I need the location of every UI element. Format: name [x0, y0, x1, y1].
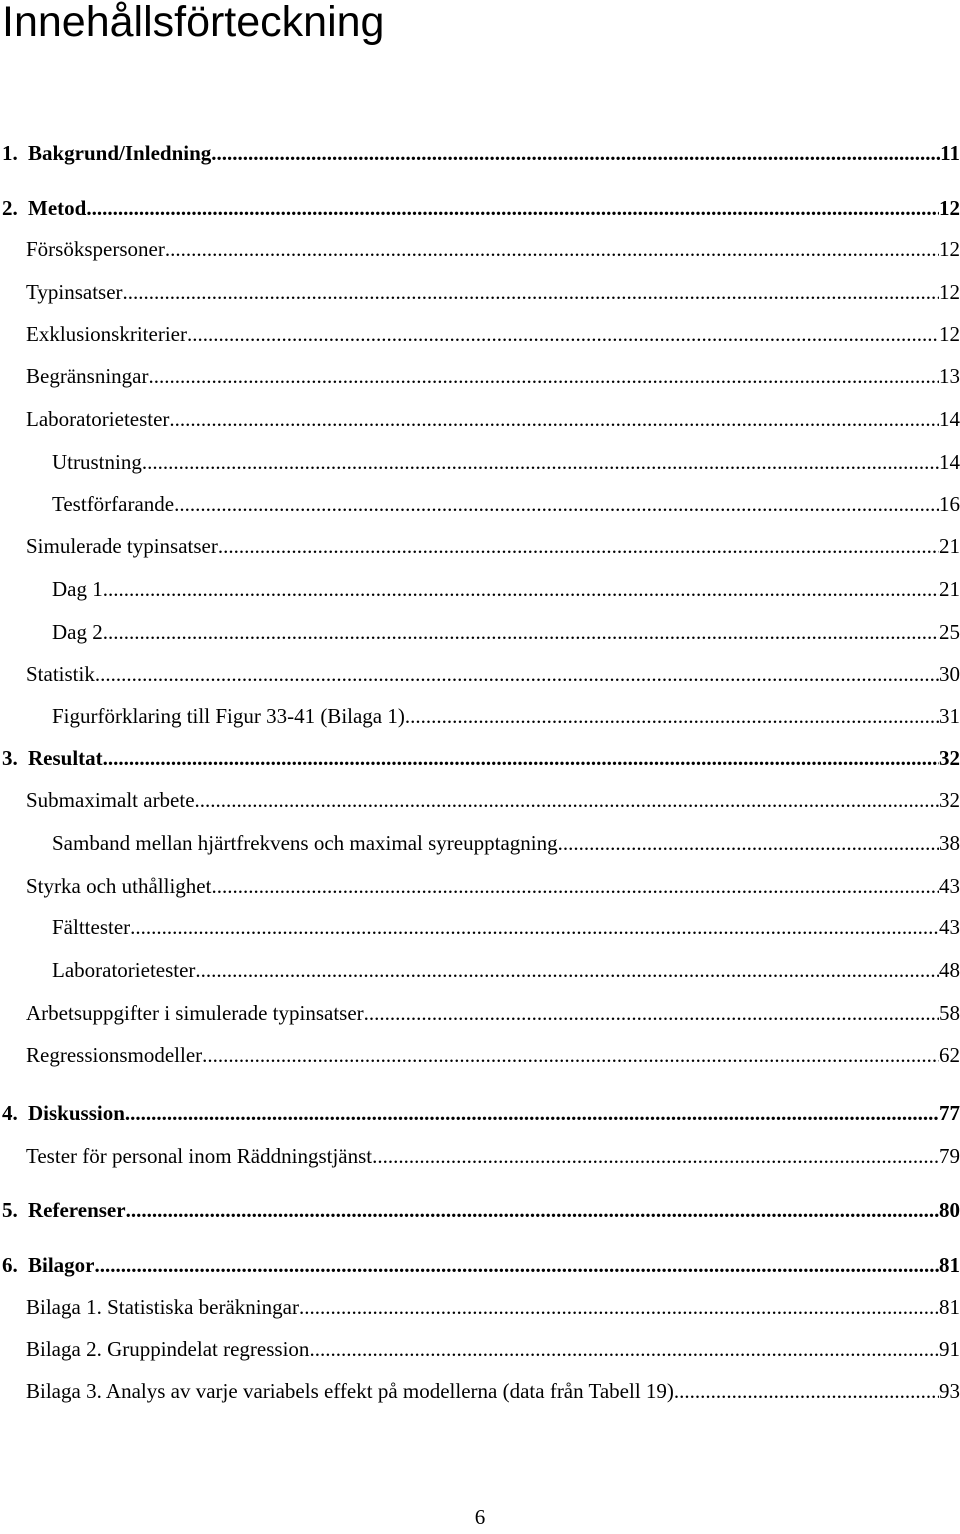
- toc-entry-number: 1.: [2, 141, 18, 165]
- toc-entry[interactable]: [0, 699, 960, 733]
- dot-leader: [123, 275, 939, 309]
- dot-leader: [103, 615, 939, 649]
- toc-entry-label: Regressionsmodeller: [26, 1043, 203, 1067]
- toc-entry-page: 79: [939, 1144, 960, 1168]
- toc-entry-label: Laboratorietester: [26, 407, 170, 431]
- dot-leader: [130, 910, 939, 944]
- toc-entry-label: Utrustning: [52, 450, 142, 474]
- toc-entry-number: 6.: [2, 1253, 18, 1277]
- page-number: 6: [474, 1505, 486, 1529]
- toc-entry-label: Bakgrund/Inledning: [28, 141, 212, 165]
- toc-entry-page: 12: [939, 237, 960, 261]
- dot-leader: [218, 529, 939, 563]
- toc-entry-page: 16: [939, 492, 960, 516]
- toc-entry[interactable]: [0, 1096, 960, 1130]
- dot-leader: [103, 741, 939, 775]
- toc-entry-number: 4.: [2, 1101, 18, 1125]
- toc-entry[interactable]: [0, 1038, 960, 1072]
- toc-entry-page: 93: [939, 1379, 960, 1403]
- toc-entry-page: 81: [939, 1253, 960, 1277]
- dot-leader: [299, 1290, 939, 1324]
- toc-entry-label: Arbetsuppgifter i simulerade typinsatser: [26, 1001, 364, 1025]
- dot-leader: [103, 572, 939, 606]
- toc-entry-page: 12: [939, 280, 960, 304]
- toc-entry[interactable]: [0, 996, 960, 1030]
- toc-entry-label: Referenser: [28, 1198, 126, 1222]
- toc-entry-label: Laboratorietester: [52, 958, 196, 982]
- toc-entry-label: Metod: [28, 196, 87, 220]
- toc-entry-page: 13: [939, 364, 960, 388]
- toc-entry[interactable]: [0, 615, 960, 649]
- toc-entry[interactable]: [0, 1139, 960, 1173]
- toc-entry[interactable]: [0, 1248, 960, 1282]
- dot-leader: [86, 191, 939, 225]
- toc-entry-label: Exklusionskriterier: [26, 322, 187, 346]
- toc-entry-page: 81: [939, 1295, 960, 1319]
- page-title: Innehållsförteckning: [2, 0, 385, 46]
- toc-entry-label: Statistik: [26, 662, 95, 686]
- toc-entry-page: 32: [939, 746, 960, 770]
- dot-leader: [95, 1248, 940, 1282]
- toc-entry[interactable]: [0, 359, 960, 393]
- toc-entry[interactable]: [0, 1332, 960, 1366]
- dot-leader: [148, 359, 939, 393]
- toc-entry-page: 25: [939, 620, 960, 644]
- toc-entry[interactable]: [0, 1290, 960, 1324]
- toc-entry-label: Diskussion: [28, 1101, 125, 1125]
- toc-entry-label: Submaximalt arbete: [26, 788, 195, 812]
- toc-entry-label: Fälttester: [52, 915, 131, 939]
- toc-entry-page: 31: [939, 704, 960, 728]
- toc-entry[interactable]: [0, 529, 960, 563]
- toc-entry-label: Simulerade typinsatser: [26, 534, 218, 558]
- toc-entry-page: 12: [939, 196, 960, 220]
- toc-entry-label: Styrka och uthållighet: [26, 874, 212, 898]
- toc-entry-label: Bilagor: [28, 1253, 95, 1277]
- toc-entry[interactable]: [0, 232, 960, 266]
- toc-entry-page: 43: [939, 915, 960, 939]
- toc-entry[interactable]: [0, 657, 960, 691]
- toc-entry-page: 21: [939, 577, 960, 601]
- toc-entry-number: 5.: [2, 1198, 18, 1222]
- toc-entry-page: 38: [939, 831, 960, 855]
- dot-leader: [126, 1193, 939, 1227]
- toc-entry-page: 14: [939, 407, 960, 431]
- toc-entry-label: Figurförklaring till Figur 33-41 (Bilaga 1): [52, 704, 405, 728]
- toc-entry[interactable]: [0, 275, 960, 309]
- toc-entry-page: 77: [939, 1101, 960, 1125]
- toc-entry-page: 43: [939, 874, 960, 898]
- toc-entry-label: Testförfarande: [52, 492, 175, 516]
- toc-entry-label: Begränsningar: [26, 364, 149, 388]
- toc-entry[interactable]: [0, 572, 960, 606]
- toc-entry-page: 80: [939, 1198, 960, 1222]
- toc-entry-label: Dag 1: [52, 577, 103, 601]
- toc-entry-label: Resultat: [28, 746, 103, 770]
- dot-leader: [95, 657, 939, 691]
- toc-entry[interactable]: [0, 1193, 960, 1227]
- dot-leader: [405, 699, 939, 733]
- dot-leader: [309, 1332, 939, 1366]
- toc-entry[interactable]: [0, 487, 960, 521]
- dot-leader: [195, 953, 939, 987]
- toc-entry[interactable]: [0, 953, 960, 987]
- dot-leader: [674, 1374, 939, 1408]
- toc-entry-label: Typinsatser: [26, 280, 123, 304]
- toc-entry-label: Bilaga 2. Gruppindelat regression: [26, 1337, 310, 1361]
- toc-entry[interactable]: [0, 191, 960, 225]
- toc-entry-page: 58: [939, 1001, 960, 1025]
- toc-entry-page: 32: [939, 788, 960, 812]
- toc-entry[interactable]: [0, 869, 960, 903]
- toc-entry-page: 48: [939, 958, 960, 982]
- toc-entry-page: 30: [939, 662, 960, 686]
- dot-leader: [174, 487, 939, 521]
- toc-entry[interactable]: [0, 136, 960, 170]
- toc-entry-label: Dag 2: [52, 620, 103, 644]
- dot-leader: [364, 996, 939, 1030]
- dot-leader: [558, 826, 939, 860]
- dot-leader: [211, 136, 940, 170]
- dot-leader: [202, 1038, 939, 1072]
- toc-entry[interactable]: [0, 445, 960, 479]
- dot-leader: [165, 232, 939, 266]
- toc-entry-page: 21: [939, 534, 960, 558]
- toc-entry[interactable]: [0, 317, 960, 351]
- dot-leader: [372, 1139, 939, 1173]
- toc-entry-page: 12: [939, 322, 960, 346]
- dot-leader: [125, 1096, 939, 1130]
- toc-entry[interactable]: [0, 783, 960, 817]
- toc-entry-label: Samband mellan hjärtfrekvens och maximal syreupptagning: [52, 831, 558, 855]
- toc-entry-label: Bilaga 3. Analys av varje variabels effekt på modellerna (data från Tabell 19): [26, 1379, 674, 1403]
- toc-entry[interactable]: [0, 741, 960, 775]
- toc-entry-number: 3.: [2, 746, 18, 770]
- dot-leader: [211, 869, 939, 903]
- toc-entry-label: Försökspersoner: [26, 237, 165, 261]
- toc-entry-page: 62: [939, 1043, 960, 1067]
- toc-entry[interactable]: [0, 402, 960, 436]
- toc-entry[interactable]: [0, 910, 960, 944]
- toc-entry-label: Bilaga 1. Statistiska beräkningar: [26, 1295, 299, 1319]
- dot-leader: [142, 445, 939, 479]
- toc-entry-label: Tester för personal inom Räddningstjänst: [26, 1144, 373, 1168]
- toc-entry[interactable]: [0, 826, 960, 860]
- dot-leader: [195, 783, 939, 817]
- toc-entry-number: 2.: [2, 196, 18, 220]
- dot-leader: [169, 402, 939, 436]
- dot-leader: [187, 317, 939, 351]
- toc-entry[interactable]: [0, 1374, 960, 1408]
- toc-entry-page: 14: [939, 450, 960, 474]
- toc-entry-page: 91: [939, 1337, 960, 1361]
- toc-entry-page: 11: [940, 141, 960, 165]
